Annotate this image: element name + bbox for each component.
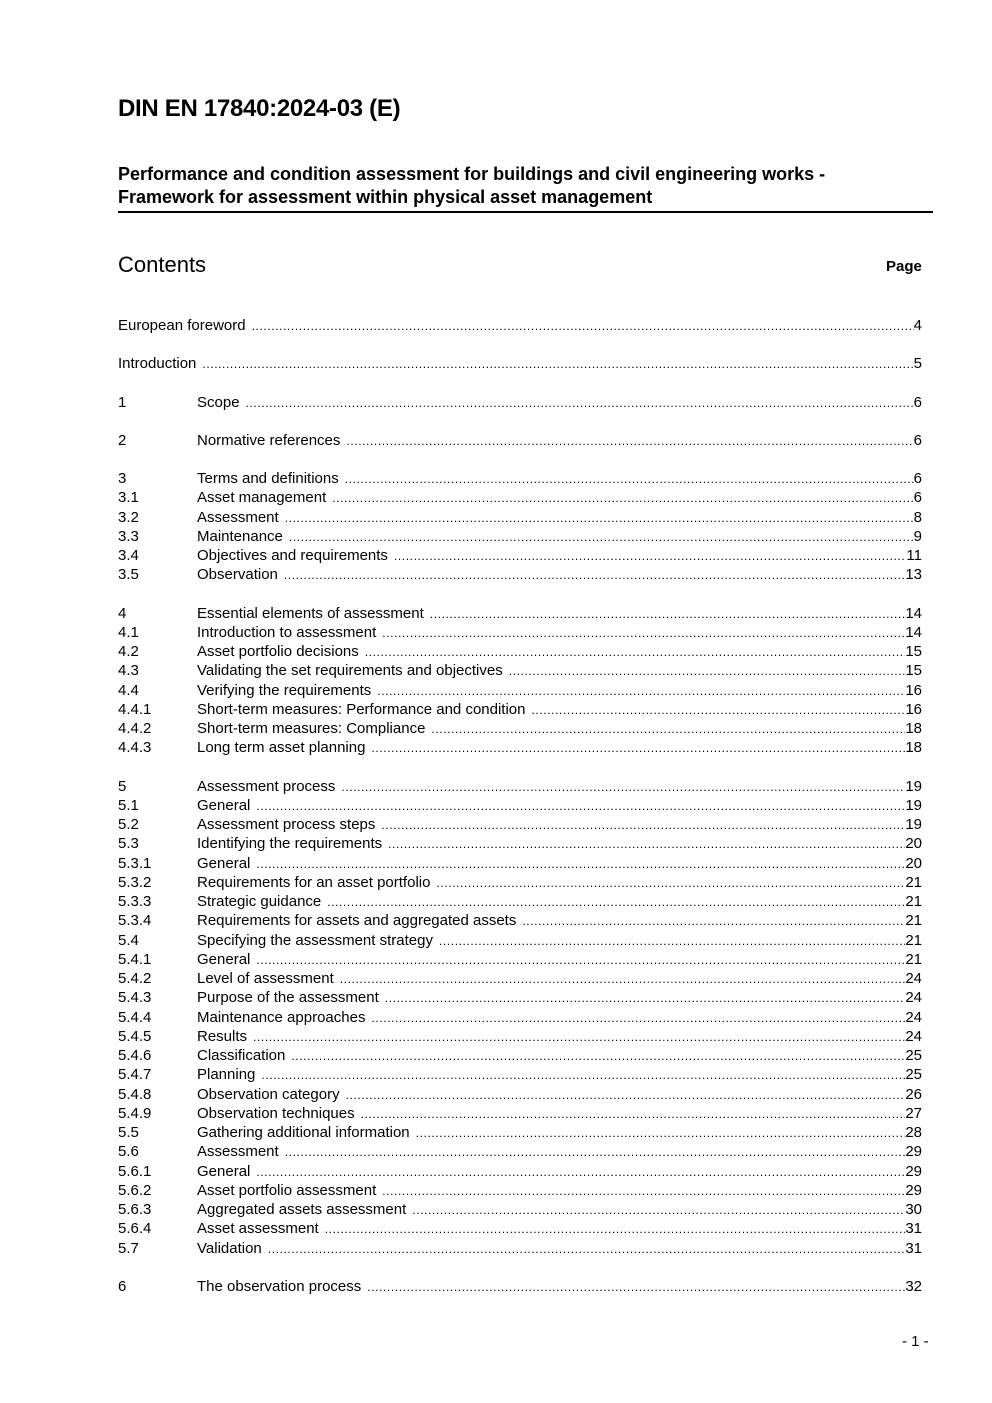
toc-dot-leader [439,932,905,950]
document-title-line-1: Performance and condition assessment for buildings and civil engineering works - [118,164,826,184]
toc-entry-title: General [197,950,251,968]
toc-entry-title: Requirements for assets and aggregated assets [197,912,517,930]
toc-dot-leader [371,1009,905,1027]
toc-entry[interactable] [118,931,922,950]
toc-dot-leader [253,1028,905,1046]
toc-entry[interactable] [118,431,922,450]
toc-dot-leader [367,1278,905,1296]
document-title [118,163,933,213]
toc-entry-number: 5.4.9 [118,1104,152,1122]
toc-entry-number: 1 [118,393,127,411]
toc-entry-page: 13 [905,566,922,584]
toc-dot-leader [371,739,905,757]
toc-entry-title: Introduction to assessment [197,623,377,641]
toc-entry-title: Results [197,1027,248,1045]
toc-entry-title: Asset assessment [197,1220,319,1238]
toc-entry-title: Specifying the assessment strategy [197,931,433,949]
toc-dot-leader [325,1220,906,1238]
toc-entry-number: 4 [118,604,127,622]
toc-entry-number: 5.4.6 [118,1047,152,1064]
toc-entry-number: 3.2 [118,508,139,526]
toc-entry-title: Asset portfolio decisions [197,643,359,660]
toc-entry-number: 2 [118,431,127,449]
toc-entry[interactable] [118,642,922,661]
toc-entry-page: 21 [905,873,922,891]
toc-entry[interactable] [118,1239,922,1258]
toc-dot-leader [285,509,914,527]
toc-entry[interactable] [118,508,922,527]
toc-dot-leader [382,624,905,642]
toc-entry-number: 5.4 [118,931,139,949]
page-column-heading: Page [886,258,922,275]
toc-dot-leader [388,835,905,853]
toc-entry-title: Validation [197,1239,262,1257]
toc-entry-number: 4.4.1 [118,700,152,718]
document-id: DIN EN 17840:2024-03 (E) [118,95,401,122]
toc-entry-page: 21 [905,912,922,930]
toc-entry-number: 5.3.3 [118,893,152,910]
toc-entry-title: Observation [197,566,278,584]
footer-page-number: - 1 - [902,1333,929,1350]
toc-entry-number: 5.3 [118,835,139,853]
toc-entry-title: Essential elements of assessment [197,604,424,622]
toc-entry-number: 5.6.4 [118,1220,152,1238]
toc-dot-leader [394,547,906,565]
toc-dot-leader [327,893,905,911]
toc-dot-leader [430,605,906,623]
toc-dot-leader [381,816,905,834]
toc-entry[interactable] [118,1046,922,1065]
toc-entry-page: 6 [913,431,922,449]
toc-entry-number: 5.4.5 [118,1027,152,1045]
toc-entry-title: Short-term measures: Performance and condition [197,700,526,718]
toc-entry-title: Validating the set requirements and objectives [197,662,503,680]
toc-entry-number: 5.6.1 [118,1162,152,1180]
toc-entry-page: 16 [905,681,922,699]
toc-dot-leader [256,1163,905,1181]
toc-entry-number: 4.2 [118,643,139,660]
toc-entry-number: 5.3.4 [118,912,152,930]
toc-entry[interactable] [118,988,922,1007]
toc-entry-page: 9 [913,527,922,545]
toc-entry-page: 8 [913,508,922,526]
toc-entry[interactable] [118,1219,922,1238]
toc-dot-leader [382,1182,905,1200]
toc-entry-title: European foreword [118,317,246,334]
toc-entry-number: 5.4.8 [118,1085,152,1103]
toc-entry-page: 6 [913,470,922,487]
toc-entry-title: Requirements for an asset portfolio [197,873,431,891]
toc-entry-number: 3 [118,470,127,487]
toc-entry[interactable] [118,393,922,412]
toc-entry-page: 25 [905,1066,922,1084]
toc-entry[interactable] [118,604,922,623]
toc-dot-leader [346,1086,906,1104]
toc-entry[interactable] [118,1085,922,1104]
toc-entry[interactable] [118,681,922,700]
toc-entry-title: Maintenance approaches [197,1008,366,1026]
toc-entry-title: Assessment [197,1143,279,1161]
toc-dot-leader [289,528,914,546]
toc-entry-page: 27 [905,1104,922,1122]
toc-dot-leader [202,355,913,373]
toc-dot-leader [346,432,913,450]
toc-dot-leader [522,912,905,930]
toc-entry-page: 28 [905,1124,922,1141]
toc-entry[interactable] [118,700,922,719]
toc-entry-page: 31 [905,1220,922,1238]
toc-entry-page: 5 [913,355,922,373]
toc-entry-page: 19 [905,796,922,814]
toc-entry-page: 24 [905,970,922,987]
toc-entry-number: 3.5 [118,566,139,584]
toc-dot-leader [261,1066,905,1084]
toc-entry-title: Terms and definitions [197,470,339,487]
toc-entry-title: Assessment process steps [197,816,376,833]
toc-entry-title: Introduction [118,355,197,373]
toc-entry-page: 20 [905,854,922,872]
toc-entry-page: 15 [905,643,922,660]
toc-entry-page: 6 [913,489,922,507]
toc-entry-title: Normative references [197,431,341,449]
toc-dot-leader [436,874,905,892]
toc-entry-page: 25 [905,1047,922,1064]
toc-dot-leader [268,1240,906,1258]
toc-entry-number: 5.4.2 [118,970,152,987]
toc-entry-title: Classification [197,1047,286,1064]
toc-entry-title: Purpose of the assessment [197,989,379,1007]
toc-entry[interactable] [118,527,922,546]
toc-entry-number: 5.4.4 [118,1008,152,1026]
toc-entry[interactable] [118,969,922,988]
toc-entry-title: Identifying the requirements [197,835,383,853]
toc-entry-title: Short-term measures: Compliance [197,720,426,737]
toc-entry-title: General [197,854,251,872]
toc-entry-title: Long term asset planning [197,739,366,757]
toc-entry-number: 5.3.2 [118,873,152,891]
toc-entry-number: 5.4.3 [118,989,152,1007]
toc-dot-leader [531,701,905,719]
toc-entry[interactable] [118,1200,922,1219]
toc-entry-page: 15 [905,662,922,680]
toc-entry-page: 11 [906,547,922,564]
table-of-contents [118,316,922,1296]
toc-dot-leader [416,1124,906,1142]
toc-entry-title: Assessment [197,508,279,526]
toc-entry[interactable] [118,796,922,815]
toc-dot-leader [291,1047,905,1065]
toc-entry[interactable] [118,623,922,642]
toc-entry[interactable] [118,565,922,584]
toc-entry-page: 21 [905,931,922,949]
toc-entry-title: Observation techniques [197,1104,355,1122]
toc-entry-title: Asset management [197,489,327,507]
toc-dot-leader [252,317,914,335]
toc-entry-title: Gathering additional information [197,1124,410,1141]
toc-dot-leader [256,855,905,873]
toc-entry[interactable] [118,1008,922,1027]
toc-entry-page: 18 [905,739,922,757]
toc-entry[interactable] [118,719,922,738]
toc-entry-page: 16 [905,700,922,718]
toc-entry-title: Strategic guidance [197,893,322,910]
toc-entry-number: 5.2 [118,816,139,833]
toc-entry-page: 6 [913,393,922,411]
toc-entry-title: Aggregated assets assessment [197,1201,407,1218]
toc-entry[interactable] [118,546,922,565]
contents-heading: Contents [118,252,207,277]
toc-entry[interactable] [118,815,922,834]
toc-entry-number: 5.4.1 [118,950,152,968]
toc-entry-title: Scope [197,393,240,411]
toc-entry[interactable] [118,873,922,892]
toc-entry-page: 32 [905,1277,922,1295]
toc-dot-leader [509,662,906,680]
toc-entry[interactable] [118,469,922,488]
toc-dot-leader [365,643,906,661]
toc-entry-title: Objectives and requirements [197,547,388,564]
toc-entry-page: 29 [905,1181,922,1199]
toc-entry-page: 21 [905,893,922,910]
toc-dot-leader [246,394,914,412]
toc-entry-page: 4 [913,317,922,334]
toc-entry-page: 21 [905,950,922,968]
toc-entry-number: 5.3.1 [118,854,152,872]
toc-entry-number: 3.4 [118,547,139,564]
toc-dot-leader [385,989,906,1007]
toc-entry-number: 5.6.3 [118,1201,152,1218]
toc-entry[interactable] [118,1277,922,1296]
toc-entry-page: 24 [905,1008,922,1026]
toc-entry-title: Level of assessment [197,970,334,987]
toc-entry-title: Maintenance [197,527,283,545]
toc-entry-number: 6 [118,1277,127,1295]
toc-dot-leader [256,797,905,815]
toc-dot-leader [340,970,906,988]
toc-entry-page: 31 [905,1239,922,1257]
toc-dot-leader [256,951,905,969]
toc-entry-page: 30 [905,1201,922,1218]
toc-entry-title: Asset portfolio assessment [197,1181,377,1199]
toc-entry[interactable] [118,911,922,930]
toc-entry-number: 5.7 [118,1239,139,1257]
toc-entry[interactable] [118,854,922,873]
toc-entry-page: 24 [905,1027,922,1045]
toc-entry-page: 26 [905,1085,922,1103]
toc-entry-number: 3.3 [118,527,139,545]
toc-entry-number: 5.6 [118,1143,139,1161]
toc-dot-leader [345,470,914,488]
toc-entry-title: Verifying the requirements [197,681,372,699]
toc-entry[interactable] [118,1162,922,1181]
toc-entry-title: Planning [197,1066,256,1084]
toc-entry-title: Assessment process [197,777,336,795]
toc-entry-number: 5.1 [118,796,139,814]
toc-entry-number: 3.1 [118,489,139,507]
toc-entry[interactable] [118,834,922,853]
toc-entry-page: 19 [905,816,922,833]
toc-entry[interactable] [118,1027,922,1046]
toc-dot-leader [284,566,905,584]
toc-dot-leader [377,682,905,700]
toc-entry[interactable] [118,1104,922,1123]
toc-entry-page: 14 [905,623,922,641]
toc-entry-page: 20 [905,835,922,853]
toc-entry[interactable] [118,1065,922,1084]
toc-entry[interactable] [118,1123,922,1142]
toc-entry[interactable] [118,316,922,335]
toc-entry-page: 19 [905,777,922,795]
toc-entry-number: 4.3 [118,662,139,680]
toc-entry-page: 14 [905,604,922,622]
toc-entry[interactable] [118,1181,922,1200]
toc-dot-leader [361,1105,906,1123]
toc-entry-page: 29 [905,1143,922,1161]
toc-entry[interactable] [118,354,922,373]
toc-entry[interactable] [118,1142,922,1161]
toc-entry[interactable] [118,950,922,969]
toc-entry-title: General [197,1162,251,1180]
toc-dot-leader [412,1201,905,1219]
toc-entry[interactable] [118,661,922,680]
toc-entry-number: 5.5 [118,1124,139,1141]
toc-entry-page: 18 [905,720,922,737]
toc-entry[interactable] [118,488,922,507]
toc-entry-number: 4.4.3 [118,739,152,757]
toc-entry-title: The observation process [197,1277,362,1295]
toc-entry-number: 5.6.2 [118,1181,152,1199]
toc-dot-leader [285,1143,906,1161]
toc-entry[interactable] [118,738,922,757]
toc-entry-page: 24 [905,989,922,1007]
toc-entry-title: Observation category [197,1085,340,1103]
toc-entry-number: 4.1 [118,623,139,641]
toc-dot-leader [332,489,913,507]
toc-entry-title: General [197,796,251,814]
toc-entry-number: 4.4.2 [118,720,152,737]
toc-entry-number: 4.4 [118,681,139,699]
document-title-line-2: Framework for assessment within physical asset management [118,187,653,207]
toc-entry-number: 5 [118,777,127,795]
toc-entry-number: 5.4.7 [118,1066,152,1084]
toc-dot-leader [341,778,905,796]
toc-entry[interactable] [118,777,922,796]
toc-entry-page: 29 [905,1162,922,1180]
toc-dot-leader [431,720,905,738]
toc-entry[interactable] [118,892,922,911]
